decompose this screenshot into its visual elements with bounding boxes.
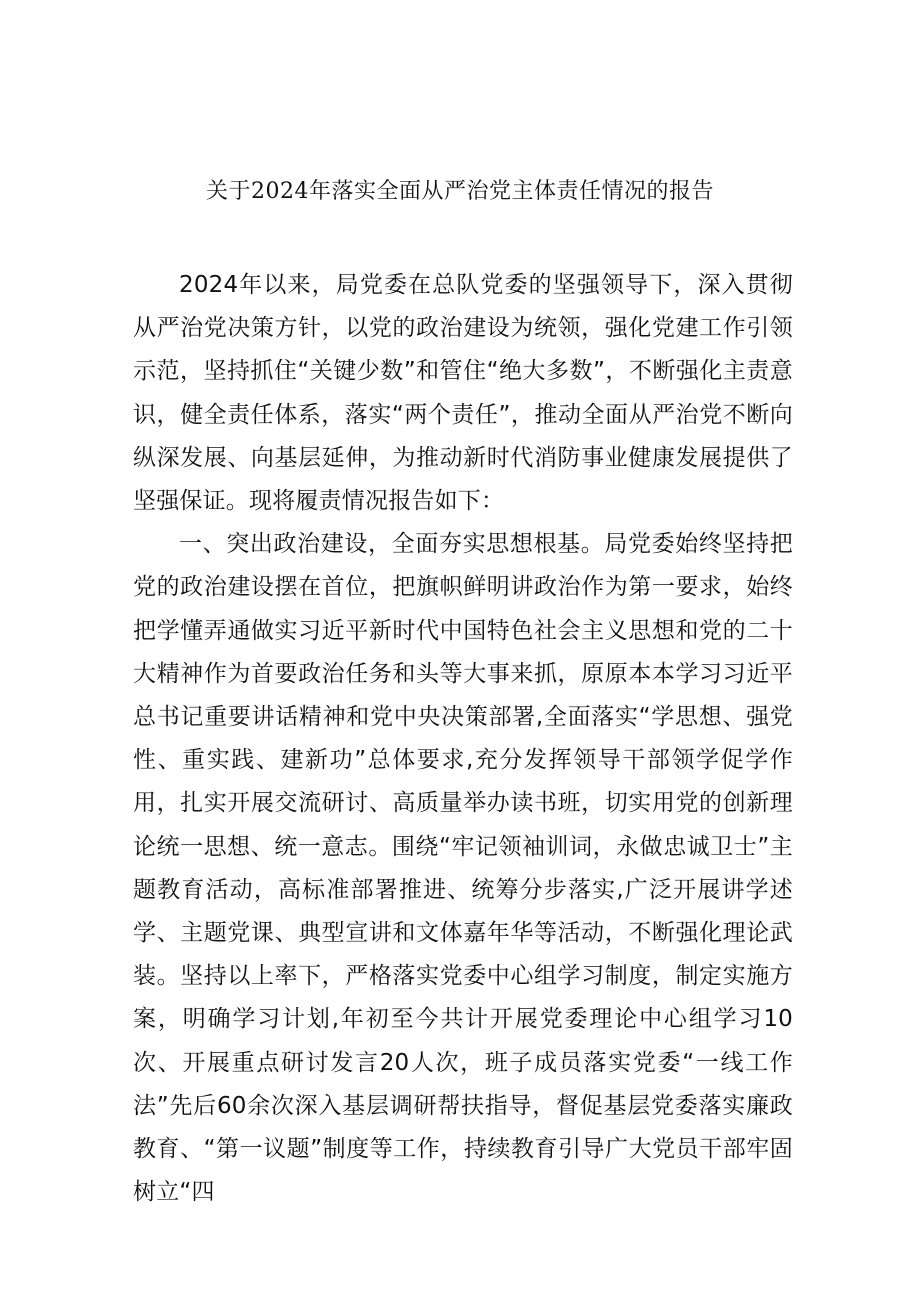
paragraph-section-one: 一、突出政治建设，全面夯实思想根基。局党委始终坚持把党的政治建设摆在首位，把旗帜鲜明讲政治作为第一要求，始终把学懂弄通做实习近平新时代中国特色社会主义思想和党的二十大精神作为首要政治任务和头等大事来抓，原原本本学习习近平总书记重要讲话精神和党中央决策部署,全面落实“学思想、强党性、重实践、建新功”总体要求,充分发挥领导干部领学促学作用，扎实开展交流研讨、高质量举办读书班，切实用党的创新理论统一思想、统一意志。围绕“牢记领袖训词，永做忠诚卫士”主题教育活动，高标准部署推进、统筹分步落实,广泛开展讲学述学、主题党课、典型宣讲和文体嘉年华等活动，不断强化理论武装。坚持以上率下，严格落实党委中心组学习制度，制定实施方案，明确学习计划,年初至今共计开展党委理论中心组学习10次、开展重点研讨发言20人次，班子成员落实党委“一线工作法”先后60余次深入基层调研帮扶指导，督促基层党委落实廉政教育、“第一议题”制度等工作，持续教育引导广大党员干部牢固树立“四 [133,531,793,1206]
document-title: 关于2024年落实全面从严治党主体责任情况的报告 [206,179,714,204]
paragraph-intro: 2024年以来，局党委在总队党委的坚强领导下，深入贯彻从严治党决策方针，以党的政治建设为统领，强化党建工作引领示范，坚持抓住“关键少数”和管住“绝大多数”，不断强化主责意识，健全责任体系，落实“两个责任”，推动全面从严治党不断向纵深发展、向基层延伸，为推动新时代消防事业健康发展提供了坚强保证。现将履责情况报告如下： [133,272,793,515]
document-body [133,264,793,1214]
